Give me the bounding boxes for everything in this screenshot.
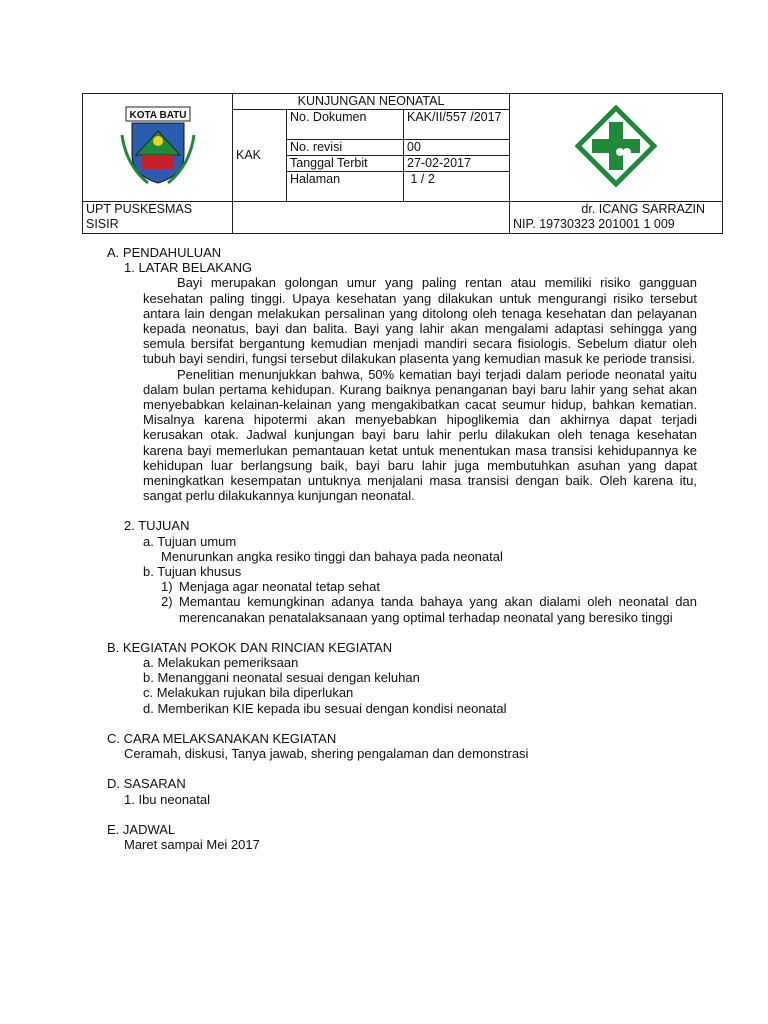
background-paragraph-2: Penelitian menunjukkan bahwa, 50% kematian bayi terjadi dalam periode neonatal yaitu dalam bulan pertama kehidupan. Kurang baiknya penanganan bayi baru lahir yang sehat akan menyebabkan kelainan-kelainan yang mengakibatkan cacat seumur hidup, bahkan kematian. Misalnya karena hipotermi akan menyebabkan hipoglikemia dan akhirnya dapat terjadi kerusakan otak. Jadwal kunjungan bayi baru lahir perlu dilakukan oleh tenaga kesehatan karena bayi memerlukan pemantauan ketat untuk menentukan masa transisi kehidupannya ke kehidupan luar berlangsung baik, bayi baru lahir juga membutuhkan asuhan yang dapat meningkatkan kesempatan untuknya menjalani masa transisi dengan baik. Oleh karena itu, sangat perlu dilakukannya kunjungan neonatal.: [143, 366, 697, 504]
section-e-text: Maret sampai Mei 2017: [124, 836, 260, 852]
page-label: Halaman: [287, 172, 404, 202]
doc-number-label: No. Dokumen: [287, 110, 404, 140]
list-item: d. Memberikan KIE kepada ibu sesuai dengan kondisi neonatal: [143, 700, 507, 716]
city-logo-cell: [83, 94, 233, 202]
kota-batu-logo-icon: [118, 105, 198, 187]
unit-name-line2: SISIR: [86, 217, 119, 231]
document-header-table: [82, 93, 723, 234]
list-item-text: Menjaga agar neonatal tetap sehat: [179, 579, 380, 595]
blank-signature-cell: [233, 202, 510, 234]
list-item: [107, 579, 697, 594]
section-a2-title: 2. TUJUAN: [124, 518, 190, 534]
section-a-title: A. PENDAHULUAN: [107, 245, 222, 260]
section-e-title: E. JADWAL: [107, 821, 176, 837]
section-c-text: Ceramah, diskusi, Tanya jawab, shering pengalaman dan demonstrasi: [124, 746, 529, 762]
section-b-title: B. KEGIATAN POKOK DAN RINCIAN KEGIATAN: [107, 639, 393, 655]
list-item-text: Memantau kemungkinan adanya tanda bahaya yang akan dialami oleh neonatal dan merencanakan penatalaksanaan yang optimal terhadap neonatal yang beresiko tinggi: [179, 594, 697, 625]
list-item: c. Melakukan rujukan bila diperlukan: [143, 685, 354, 701]
general-goal-text: Menurunkan angka resiko tinggi dan bahaya pada neonatal: [161, 548, 503, 564]
signatory-name: dr. ICANG SARRAZIN: [581, 202, 706, 216]
doc-number-value: KAK/II/557 /2017: [404, 110, 510, 140]
list-item: a. Melakukan pemeriksaan: [143, 655, 299, 671]
revision-label: No. revisi: [287, 140, 404, 156]
section-d-title: D. SASARAN: [107, 776, 186, 792]
unit-name-cell: [83, 202, 233, 234]
section-c-title: C. CARA MELAKSANAKAN KEGIATAN: [107, 730, 337, 746]
list-item: b. Menanggani neonatal sesuai dengan keluhan: [143, 670, 420, 686]
puskesmas-logo-icon: [575, 105, 657, 187]
background-paragraph-1: Bayi merupakan golongan umur yang paling rentan atau memiliki risiko gangguan kesehatan paling tinggi. Upaya kesehatan yang dilakukan untuk mengurangi risiko tersebut antara lain dengan melakukan persalinan yang ditolong oleh tenaga kesehatan dan pelayanan kepada neonatus, bayi dan balita. Bayi yang lahir akan mengalami adaptasi sehingga yang semula bersifat bergantung kemudian menjadi mandiri secara fisiologis. Sebelum diatur oleh tubuh bayi sendiri, fungsi tersebut dilakukan plasenta yang kemudian masuk ke periode transisi.: [143, 275, 697, 367]
page-value: 1 / 2: [404, 172, 510, 202]
signatory-nip: NIP. 19730323 201001 1 009: [513, 217, 675, 231]
revision-value: 00: [404, 140, 510, 156]
document-body: [107, 245, 697, 852]
list-item: [107, 594, 697, 624]
list-item-number: 2): [161, 594, 173, 610]
section-d-text: 1. Ibu neonatal: [124, 791, 211, 807]
list-item-number: 1): [161, 579, 173, 595]
specific-goal-heading: b. Tujuan khusus: [143, 564, 242, 580]
logo-text: KOTA BATU: [128, 109, 187, 121]
signatory-cell: [510, 202, 723, 234]
section-a1-title: 1. LATAR BELAKANG: [124, 260, 253, 276]
general-goal-heading: a. Tujuan umum: [143, 533, 237, 549]
issue-date-label: Tanggal Terbit: [287, 156, 404, 172]
document-title: KUNJUNGAN NEONATAL: [233, 94, 510, 110]
unit-name-line1: UPT PUSKESMAS: [86, 202, 193, 216]
document-type: KAK: [233, 110, 287, 202]
puskesmas-logo-cell: [510, 94, 723, 202]
issue-date-value: 27-02-2017: [404, 156, 510, 172]
